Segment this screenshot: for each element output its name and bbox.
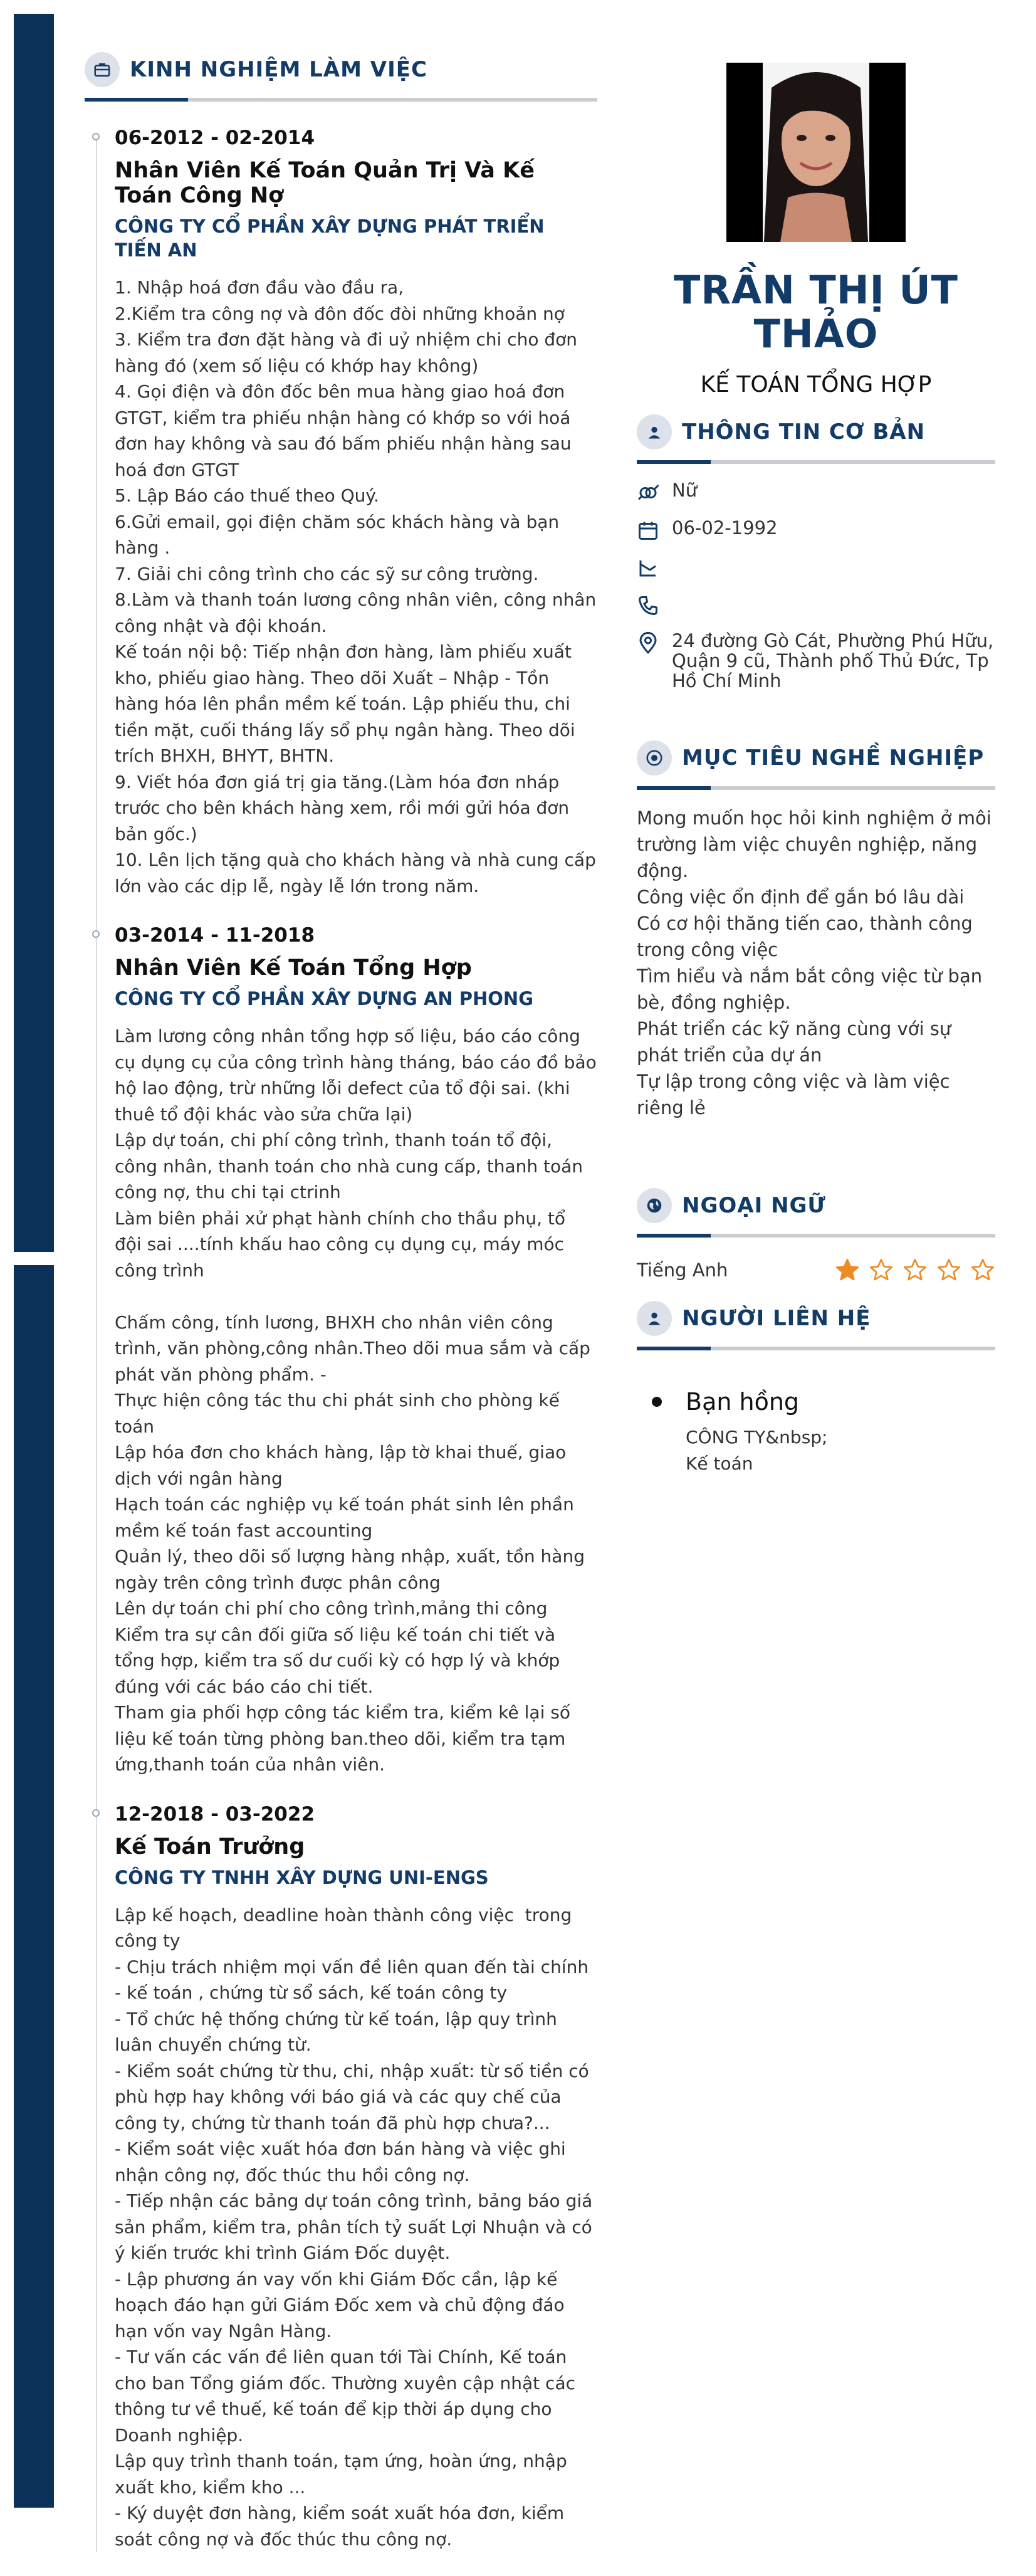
basic-info-list [637,480,995,691]
job-description-line: 9. Viết hóa đơn giá trị gia tăng.(Làm hóa đơn nháp trước cho bên khách hàng xem, rồi mới gửi hóa đơn bản gốc.) [115,771,575,844]
job-description-line: Lập kế hoạch, deadline hoàn thành công việc trong công ty [115,1904,578,1951]
job-company: CÔNG TY TNHH XÂY DỰNG UNI-ENGS [115,1866,489,1888]
job-description [115,1023,602,1778]
languages-title: NGOẠI NGỮ [682,1193,826,1218]
avatar-photo [726,63,906,242]
objective-line: Công việc ổn định để gắn bó lâu dài [637,886,965,908]
reference-name-row [652,1388,995,1416]
reference-company: CÔNG TY&nbsp; [686,1427,828,1448]
experience-rule [85,98,597,102]
sidebar [637,63,995,1477]
job-description-line: Thực hiện công tác thu chi phát sinh cho phòng kế toán [115,1390,565,1437]
id-card-icon [637,414,672,449]
address-row [637,631,995,691]
email-row [637,555,995,579]
star-filled-icon [835,1258,860,1283]
star-empty-icon [936,1258,961,1283]
timeline-dot [92,133,100,140]
job-description [115,1902,597,2553]
navy-side-bar-bottom [14,1265,54,2508]
timeline-line [96,138,97,2552]
job-description-line: 8.Làm và thanh toán lương công nhân viên, công nhân công nhật và đội khoán. [115,589,602,636]
job-description-line: - Tư vấn các vấn đề liên quan tới Tài Chính, Kế toán cho ban Tổng giám đốc. Thường xuyên cập nhật các thông tư về thuế, kế toán để kịp thời áp dụng cho Doanh nghiệp. [115,2347,581,2446]
job-description-line: 4. Gọi điện và đôn đốc bên mua hàng giao hoá đơn GTGT, kiểm tra phiếu nhận hàng có khớp so với hoá đơn hay không và sau đó bấm phiếu nhận hàng sau hoá đơn GTGT [115,381,577,480]
reference-name: Bạn hồng [686,1388,800,1416]
job-description-line: 3. Kiểm tra đơn đặt hàng và đi uỷ nhiệm chi cho đơn hàng đó (xem số liệu có khớp hay không) [115,329,583,376]
navy-side-bar-top [14,14,54,1252]
birthdate-row [637,518,995,542]
map-pin-icon [637,632,659,655]
timeline-dot [92,930,100,938]
star-empty-icon [970,1258,995,1283]
job-description-line: 10. Lên lịch tặng quà cho khách hàng và nhà cung cấp lớn vào các dịp lễ, ngày lễ lớn trong năm. [115,849,602,896]
job-description-line: 1. Nhập hoá đơn đầu vào đầu ra, [115,277,404,298]
objective-line: Có cơ hội thăng tiến cao, thành công trong công việc [637,913,973,960]
job-list [115,125,602,2552]
job-dates: 03-2014 - 11-2018 [115,924,315,947]
language-rating [826,1258,995,1283]
star-empty-icon [903,1258,928,1283]
objective-line: Phát triển các kỹ năng cùng với sự phát triển của dự án [637,1018,951,1066]
languages-section [637,1186,995,1283]
candidate-name: TRẦN THỊ ÚT THẢO [674,267,958,357]
objective-rule [637,786,995,790]
job-description-line: Tham gia phối hợp công tác kiểm tra, kiểm kê lại số liệu kế toán từng phòng ban.theo dõi, kiểm tra tạm ứng,thanh toán của nhân viên. [115,1702,576,1775]
timeline-dot [92,1809,100,1817]
gender-row [637,480,995,504]
job-title: Nhân Viên Kế Toán Tổng Hợp [115,955,472,980]
job-description-line: Lập hóa đơn cho khách hàng, lập tờ khai thuế, giao dịch với ngân hàng [115,1442,572,1489]
address-value: 24 đường Gò Cát, Phường Phú Hữu, Quận 9 cũ, Thành phố Thủ Đức, Tp Hồ Chí Minh [672,630,994,691]
job-title: Kế Toán Trưởng [115,1834,305,1859]
language-name: Tiếng Anh [637,1259,728,1281]
job-description-line: - Chịu trách nhiệm mọi vấn đề liên quan đến tài chính - kế toán , chứng từ sổ sách, kế toán công ty [115,1956,594,2003]
job-description-line: - Kiểm soát chứng từ thu, chi, nhập xuất: từ số tiền có phù hợp hay không với báo giá và các quy chế của công ty, chứng từ thanh toán đã phù hợp chưa?... [115,2060,595,2133]
star-empty-icon [869,1258,894,1283]
job-description-line: - Lập phương án vay vốn khi Giám Đốc cần, lập kế hoạch đáo hạn gửi Giám Đốc xem và chủ động đáo hạn vốn vay Ngân Hàng. [115,2268,570,2342]
job-description-line: Lập quy trình thanh toán, tạm ứng, hoàn ứng, nhập xuất kho, kiểm kho ... [115,2451,573,2498]
basic-info-header [637,413,995,451]
phone-icon [637,594,659,617]
job-description-line: Lập dự toán, chi phí công trình, thanh toán tổ đội, công nhân, thanh toán cho nhà cung cấp, thanh toán công nợ, thu chi tại ctrinh [115,1130,589,1202]
languages-rule [637,1234,995,1238]
reference-role: Kế toán [686,1453,753,1474]
avatar [726,63,906,242]
experience-title: KINH NGHIỆM LÀM VIỆC [130,57,427,82]
references-section [637,1299,995,1477]
objective-line: Tự lập trong công việc và làm việc riêng lẻ [637,1071,950,1118]
objective-header [637,739,995,777]
objective-title: MỤC TIÊU NGHỀ NGHIỆP [682,745,985,770]
job-entry [115,923,602,1778]
job-description-line: 6.Gửi email, gọi điện chăm sóc khách hàng và bạn hàng . [115,511,565,558]
email-icon [637,557,659,579]
basic-info-title: THÔNG TIN CƠ BẢN [682,419,926,444]
objective-line: Tìm hiểu và nắm bắt công việc từ bạn bè, đồng nghiệp. [637,965,983,1013]
job-description-line: Kiểm tra sự cân đối giữa số liệu kế toán chi tiết và tổng hợp, kiểm tra số dư cuối kỳ có hợp lý và khớp đúng với các báo cáo chi tiết. [115,1624,566,1697]
job-description-line: 2.Kiểm tra công nợ và đôn đốc đòi những khoản nợ [115,303,565,324]
job-title: Nhân Viên Kế Toán Quản Trị Và Kế Toán Công Nợ [115,158,535,208]
job-description-line: - Tổ chức hệ thống chứng từ kế toán, lập quy trình luân chuyển chứng từ. [115,2008,563,2055]
gender-icon [637,481,659,504]
calendar-icon [637,519,659,542]
experience-section [85,50,602,2576]
language-item [637,1258,995,1283]
job-description-line: Chấm công, tính lương, BHXH cho nhân viên công trình, văn phòng,công nhân.Theo dõi mua sắm và cấp phát văn phòng phẩm. - [115,1312,596,1385]
gender-value: Nữ [672,480,698,501]
briefcase-icon [85,52,120,87]
references-title: NGƯỜI LIÊN HỆ [682,1306,871,1331]
references-rule [637,1347,995,1350]
reference-item [637,1388,995,1477]
references-header [637,1299,995,1338]
globe-icon [637,1188,672,1223]
job-description-line: Làm lương công nhân tổng hợp số liệu, báo cáo công cụ dụng cụ của công trình hàng tháng, báo cáo đồ bảo hộ lao động, trừ những lỗi defect của tổ đội sai. (khi thuê tổ đội khác vào sửa chữa lại) [115,1026,602,1125]
job-entry [115,125,602,899]
experience-header [85,50,597,89]
job-company: CÔNG TY CỔ PHẦN XÂY DỰNG AN PHONG [115,988,534,1009]
objective-lines [637,805,995,1121]
job-company: CÔNG TY CỔ PHẦN XÂY DỰNG PHÁT TRIỂN TIẾN AN [115,216,545,261]
job-description [115,275,602,899]
job-description-line: Kế toán nội bộ: Tiếp nhận đơn hàng, làm phiếu xuất kho, phiếu giao hàng. Theo dõi Xuất – Nhập - Tồn hàng hóa lên phần mềm kế toán. Lập phiếu thu, chi tiền mặt, cuối tháng lấy sổ phụ ngân hàng. Theo dõi trích BHXH, BHYT, BHTN. [115,641,581,766]
languages-header [637,1186,995,1225]
candidate-position: KẾ TOÁN TỔNG HỢP [700,372,932,397]
job-description-line: Làm biên phải xử phạt hành chính cho thầu phụ, tổ đội sai ....tính khấu hao công cụ dụng cụ, máy móc công trình [115,1207,571,1281]
job-description-line: 7. Giải chi công trình cho các sỹ sư công trường. [115,563,539,584]
job-description-line: - Ký duyệt đơn hàng, kiểm soát xuất hóa đơn, kiểm soát công nợ và đốc thúc thu công nợ. [115,2503,570,2550]
job-description-line: Lên dự toán chi phí cho công trình,mảng thi công [115,1598,548,1619]
objective-line: Mong muốn học hỏi kinh nghiệm ở môi trường làm việc chuyên nghiệp, năng động. [637,807,992,881]
job-description-line: - Tiếp nhận các bảng dự toán công trình, bảng báo giá sản phẩm, kiểm tra, phân tích tỷ suất Lợi Nhuận và có ý kiến trước khi trình Giám Đốc duyệt. [115,2190,599,2263]
birthdate-value: 06-02-1992 [672,517,778,539]
job-description-line: 5. Lập Báo cáo thuế theo Quý. [115,485,379,506]
job-entry [115,1802,597,2553]
job-description-line: - Kiểm soát việc xuất hóa đơn bán hàng và việc ghi nhận công nợ, đốc thúc thu hồi công nợ. [115,2138,572,2185]
phone-row [637,593,995,617]
person-icon [637,1301,672,1336]
job-description-line [115,1283,597,1310]
objective-section [637,739,995,1121]
job-description-line: Quản lý, theo dõi số lượng hàng nhập, xuất, tồn hàng ngày trên công trình được phân công [115,1546,590,1593]
experience-timeline [85,125,602,2552]
basic-info-section [637,413,995,691]
job-dates: 12-2018 - 03-2022 [115,1802,315,1826]
job-dates: 06-2012 - 02-2014 [115,127,315,149]
bullet-icon [652,1397,662,1407]
target-icon [637,740,672,775]
job-description-line: Hạch toán các nghiệp vụ kế toán phát sinh lên phần mềm kế toán fast accounting [115,1494,580,1541]
basic-info-rule [637,460,995,464]
